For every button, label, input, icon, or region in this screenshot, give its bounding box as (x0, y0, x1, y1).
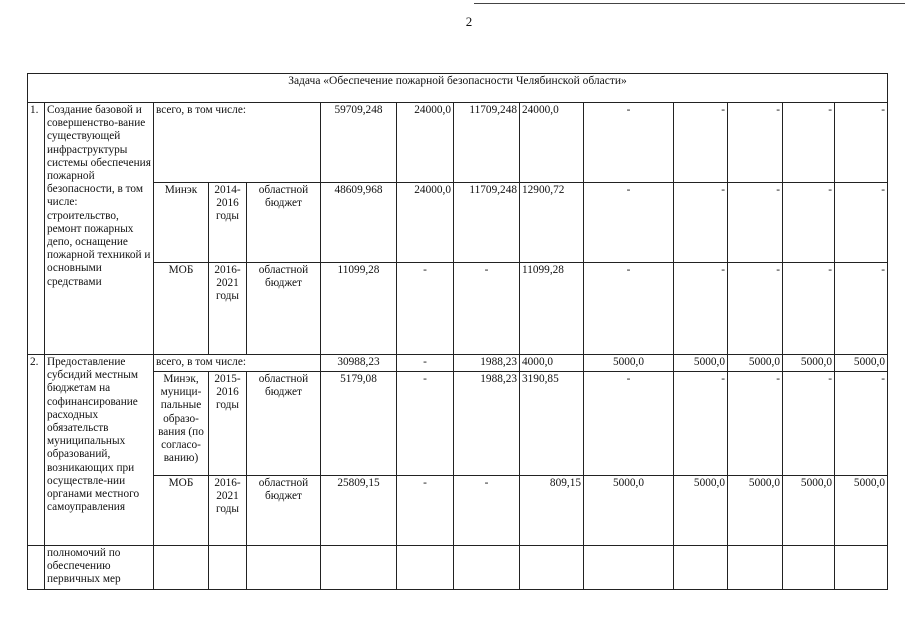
cell-year: 5000,0 (728, 476, 783, 546)
row-number: 2. (28, 355, 45, 546)
cell-year: 5000,0 (783, 355, 835, 372)
row-number: 1. (28, 103, 45, 355)
executor: МОБ (154, 263, 209, 355)
funding-source: областной бюджет (247, 372, 321, 476)
empty-cell (209, 546, 247, 590)
cell-year: - (674, 103, 728, 183)
empty-cell (520, 546, 584, 590)
executor: Минэк, муници-пальные образо-вания (по согласо-ванию) (154, 372, 209, 476)
cell-year: 5000,0 (674, 476, 728, 546)
executor: МОБ (154, 476, 209, 546)
task-row (28, 74, 888, 103)
total-label: всего, в том числе: (154, 103, 321, 183)
empty-cell (584, 546, 674, 590)
period: 2015-2016 годы (209, 372, 247, 476)
cell-year: - (674, 183, 728, 263)
cell-year: 5000,0 (584, 355, 674, 372)
page-number: 2 (465, 14, 473, 29)
cell-total: 30988,23 (321, 355, 397, 372)
cell-year: 11709,248 (454, 103, 520, 183)
cell-year: - (584, 103, 674, 183)
cell-year: - (584, 183, 674, 263)
cell-year: 5000,0 (835, 355, 888, 372)
cell-year: - (835, 183, 888, 263)
cell-year: 1988,23 (454, 372, 520, 476)
table-row (28, 476, 888, 546)
cell-year: 5000,0 (584, 476, 674, 546)
cell-year: 809,15 (520, 476, 584, 546)
row-number-empty (28, 546, 45, 590)
cell-year: - (584, 372, 674, 476)
table-row (28, 263, 888, 355)
total-label: всего, в том числе: (154, 355, 321, 372)
cell-year: - (835, 372, 888, 476)
empty-cell (674, 546, 728, 590)
cell-year: - (783, 372, 835, 476)
cell-year: 3190,85 (520, 372, 584, 476)
empty-cell (728, 546, 783, 590)
cell-year: 11709,248 (454, 183, 520, 263)
cell-year: 5000,0 (835, 476, 888, 546)
funding-source: областной бюджет (247, 476, 321, 546)
empty-cell (783, 546, 835, 590)
cell-year: - (674, 372, 728, 476)
cell-year: - (728, 183, 783, 263)
cell-total: 11099,28 (321, 263, 397, 355)
cell-year: 5000,0 (783, 476, 835, 546)
table-row-continuation (28, 546, 888, 590)
table-row (28, 183, 888, 263)
cell-total: 48609,968 (321, 183, 397, 263)
cell-year: - (783, 183, 835, 263)
cell-year: - (783, 103, 835, 183)
cell-year: 24000,0 (397, 183, 454, 263)
top-rule (474, 3, 905, 4)
empty-cell (321, 546, 397, 590)
cell-year: - (728, 372, 783, 476)
cell-year: 24000,0 (520, 103, 584, 183)
funding-source: областной бюджет (247, 263, 321, 355)
cell-year: - (397, 476, 454, 546)
executor: Минэк (154, 183, 209, 263)
funding-source: областной бюджет (247, 183, 321, 263)
period: 2016-2021 годы (209, 476, 247, 546)
cell-year: - (454, 263, 520, 355)
empty-cell (397, 546, 454, 590)
cell-year: 12900,72 (520, 183, 584, 263)
cell-year: - (584, 263, 674, 355)
cell-year: - (783, 263, 835, 355)
empty-cell (835, 546, 888, 590)
empty-cell (154, 546, 209, 590)
measure-name: Создание базовой и совершенство-вание существующей инфраструктуры системы обеспечения пожарной безопасности, в том числе: строительство, ремонт пожарных депо, оснащение пожарной техникой и основными средствами (45, 103, 154, 355)
empty-cell (247, 546, 321, 590)
task-title: Задача «Обеспечение пожарной безопасности Челябинской области» (28, 74, 888, 103)
cell-year: - (728, 103, 783, 183)
cell-year: - (454, 476, 520, 546)
program-table (27, 73, 888, 590)
cell-total: 5179,08 (321, 372, 397, 476)
cell-year: - (728, 263, 783, 355)
cell-year: - (397, 355, 454, 372)
table-row (28, 103, 888, 183)
cell-year: 1988,23 (454, 355, 520, 372)
table-row (28, 372, 888, 476)
cell-year: 5000,0 (674, 355, 728, 372)
cell-year: 24000,0 (397, 103, 454, 183)
cell-year: - (397, 263, 454, 355)
cell-year: 4000,0 (520, 355, 584, 372)
cell-year: - (835, 103, 888, 183)
table-row (28, 355, 888, 372)
cell-year: - (397, 372, 454, 476)
measure-name: полномочий по обеспечению первичных мер (45, 546, 154, 590)
cell-year: 11099,28 (520, 263, 584, 355)
cell-year: - (674, 263, 728, 355)
empty-cell (454, 546, 520, 590)
period: 2016-2021 годы (209, 263, 247, 355)
cell-total: 59709,248 (321, 103, 397, 183)
cell-year: 5000,0 (728, 355, 783, 372)
measure-name: Предоставление субсидий местным бюджетам на софинансирование расходных обязательств муниципальных образований, возникающих при осуществле-нии органами местного самоуправления (45, 355, 154, 546)
period: 2014-2016 годы (209, 183, 247, 263)
cell-year: - (835, 263, 888, 355)
cell-total: 25809,15 (321, 476, 397, 546)
